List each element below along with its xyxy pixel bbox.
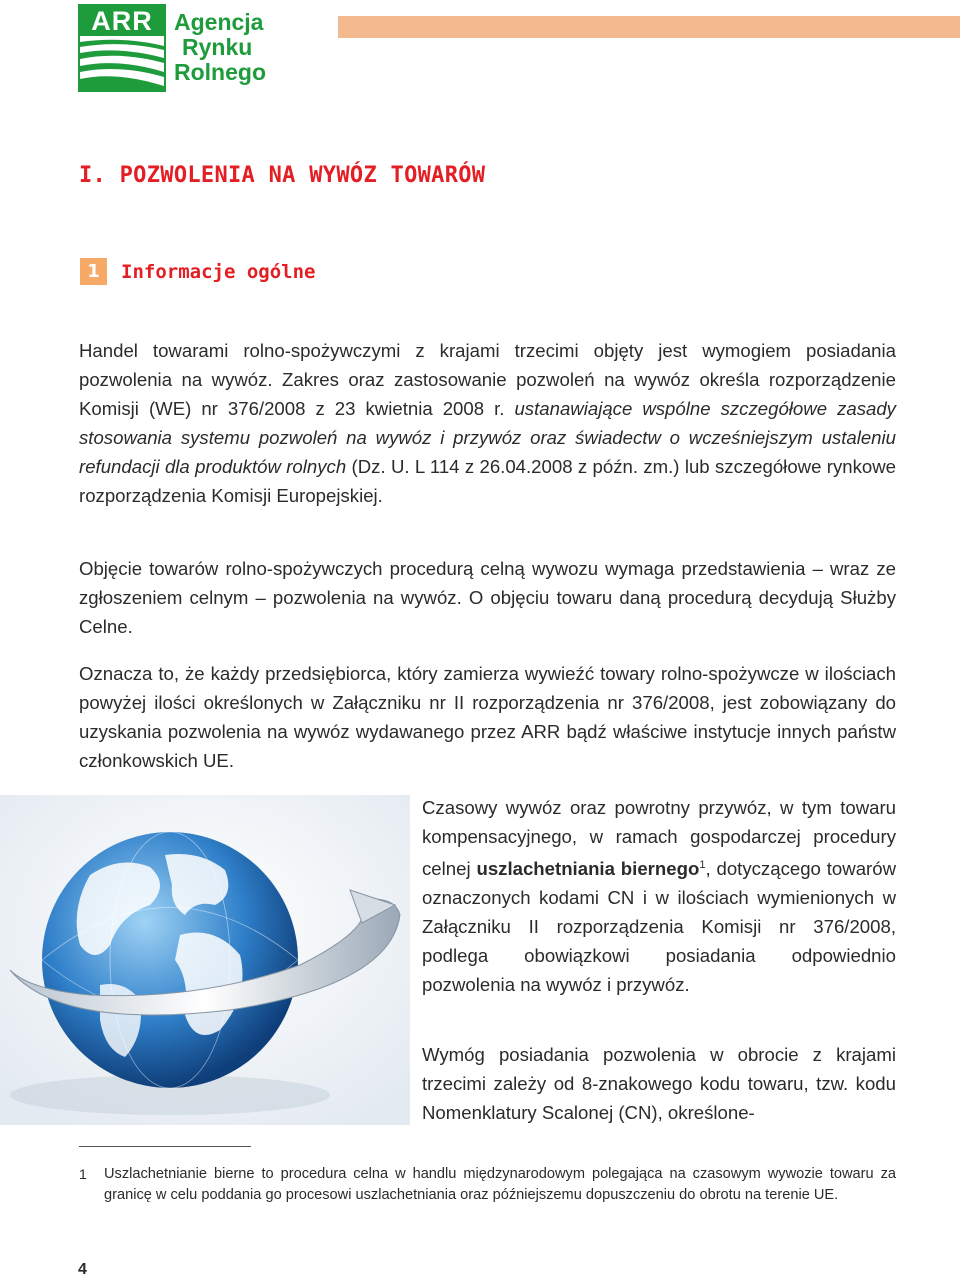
logo-line-1: Agencja: [174, 9, 264, 35]
footnote-mark: 1: [79, 1166, 87, 1182]
paragraph-2: Objęcie towarów rolno-spożywczych procedurą celną wywozu wymaga przedstawienia – wraz ze zgłoszeniem celnym – pozwolenia na wywóz. O objęciu towaru daną procedurą decydują Służby Celne.: [79, 558, 896, 637]
paragraph-3: Oznacza to, że każdy przedsiębiorca, który zamierza wywieźć towary rolno-spożywcze w ilościach powyżej ilości określonych w Załączniku nr II rozporządzenia nr 376/2008, jest zobowiązany do uzyskania pozwolenia na wywóz wydawanego przez ARR bądź właściwe instytucje innych państw członkowskich UE.: [79, 663, 896, 771]
paragraph-1-part-c: (Dz. U. L 114 z 26.04.2008 z późn. zm.) lub szczegółowe rynkowe rozporządzenia Komisji Europejskiej.: [79, 456, 896, 506]
paragraph-5: Wymóg posiadania pozwolenia w obrocie z krajami trzecimi zależy od 8-znakowego kodu towaru, tzw. kodu Nomenklatury Scalonej (CN), określone-: [422, 1044, 896, 1123]
footnote-reference[interactable]: 1: [699, 859, 706, 871]
arr-logo-mark: [78, 4, 166, 92]
key-term: uszlachetniania biernego: [476, 858, 700, 880]
logo-abbreviation: ARR: [80, 6, 164, 36]
paragraph-1: [79, 336, 896, 510]
globe-icon: [0, 795, 410, 1125]
field-icon: [80, 36, 164, 90]
regulation-title: ustanawiające wspólne szczegółowe zasady stosowania systemu pozwoleń na wywóz i przywóz oraz świadectw o wcześniejszym ustaleniu refundacji dla produktów rolnych: [79, 398, 896, 477]
paragraph-4: [422, 793, 896, 999]
chapter-title: I. POZWOLENIA NA WYWÓZ TOWARÓW: [79, 163, 486, 188]
arr-logo: [78, 4, 303, 94]
logo-line-3: Rolnego: [174, 59, 266, 85]
header-accent-bar: [338, 16, 960, 38]
paragraph-4-part-a: Czasowy wywóz oraz powrotny przywóz, w tym towaru kompensacyjnego, w ramach gospodarczej procedury celnej: [422, 797, 896, 880]
footnote-divider: [79, 1146, 251, 1147]
section-heading: [80, 258, 315, 288]
footnote-text: Uszlachetnianie bierne to procedura celna w handlu międzynarodowym polegająca na czasowym wywozie towaru za granicę w celu poddania go procesowi uszlachetniania oraz późniejszemu dopuszczeniu do obrotu na terenie UE.: [104, 1166, 896, 1203]
paragraph-4-part-c: , dotyczącego towarów oznaczonych kodami CN i w ilościach wymienionych w Załączniku II rozporządzenia Komisji nr 376/2008, podlega obowiązkowi posiadania odpowiednio pozwolenia na wywóz i przywóz.: [422, 858, 896, 996]
logo-line-2: Rynku: [182, 34, 253, 60]
logo-wordmark: [174, 10, 266, 85]
page-number: 4: [78, 1261, 87, 1278]
paragraph-1-part-a: Handel towarami rolno-spożywczymi z krajami trzecimi objęty jest wymogiem posiadania pozwolenia na wywóz. Zakres oraz zastosowanie pozwoleń na wywóz określa rozporządzenie Komisji (WE) nr 376/2008 z 23 kwietnia 2008 r.: [79, 340, 896, 419]
section-number-badge: 1: [80, 258, 107, 285]
section-title: Informacje ogólne: [121, 260, 316, 283]
globe-illustration: [0, 795, 410, 1125]
